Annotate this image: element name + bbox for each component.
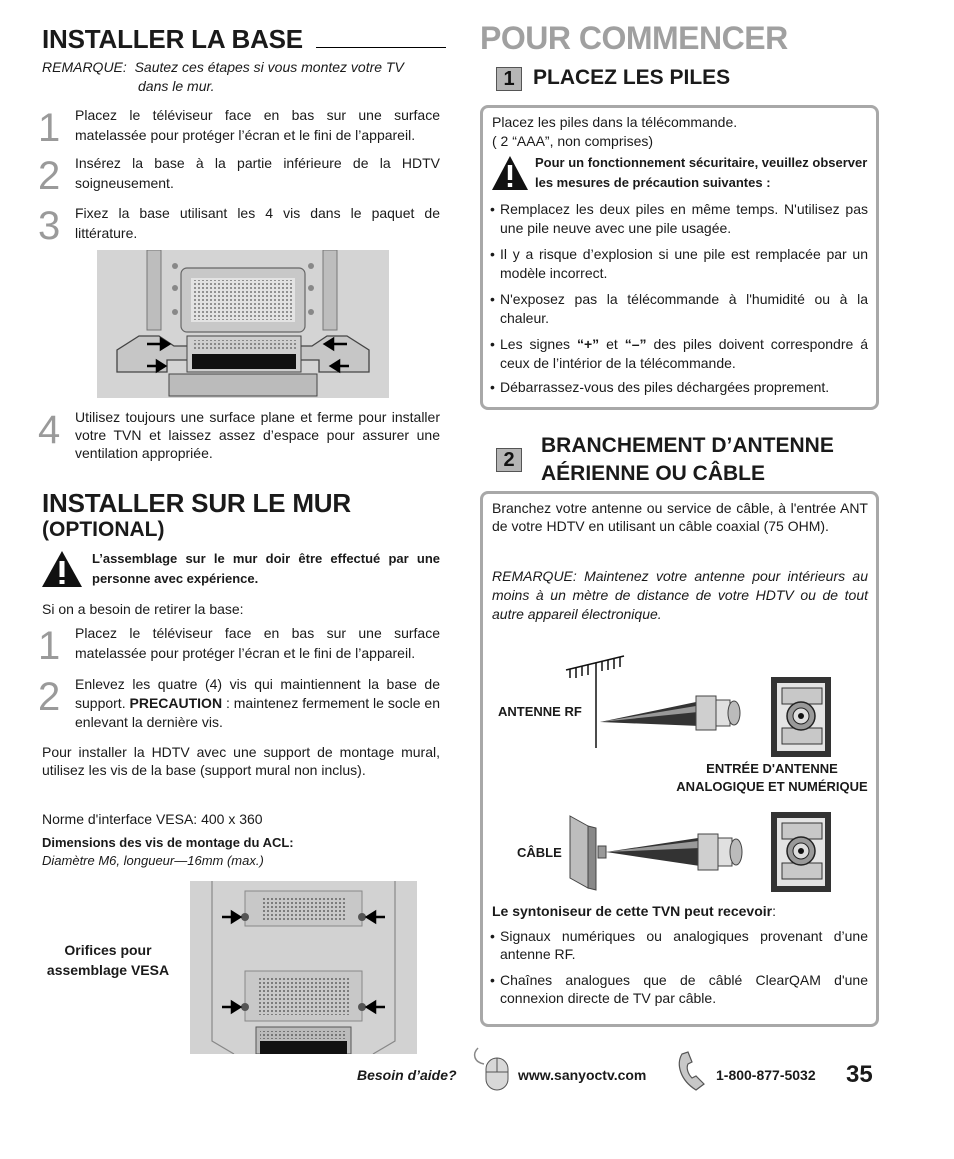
label-antenna-input: ENTRÉE D'ANTENNE ANALOGIQUE ET NUMÉRIQUE bbox=[676, 761, 868, 794]
section-subtitle-optional: (OPTIONAL) bbox=[42, 518, 165, 541]
step-text: Fixez la base utilisant les 4 vis dans le paquet de littérature. bbox=[75, 205, 440, 241]
section-title-wall: INSTALLER SUR LE MUR bbox=[42, 488, 351, 518]
wall-warning-text: L’assemblage sur le mur doir être effectué par une personne avec expérience. bbox=[92, 551, 440, 586]
antenna-note: REMARQUE: Maintenez votre antenne pour intérieurs au moins à un mètre de distance de votre HDTV ou de tout autre appareil électronique. bbox=[492, 568, 868, 622]
caution-icon bbox=[490, 154, 530, 192]
step1-badge bbox=[496, 67, 522, 91]
step-number: 1 bbox=[38, 106, 61, 150]
footer-phone: 1-800-877-5032 bbox=[716, 1067, 816, 1083]
footer-website-link[interactable]: www.sanyoctv.com bbox=[518, 1067, 647, 1083]
wall-para: Pour installer la HDTV avec une support de montage mural, utilisez les vis de la base (support mural non inclus). bbox=[42, 744, 440, 778]
step-text: Placez le téléviseur face en bas sur une surface matelassée pour protéger l’écran et le fini de l’appareil. bbox=[75, 625, 440, 661]
batteries-intro: Placez les piles dans la télécommande. ( 2 “AAA”, non comprises) bbox=[492, 114, 738, 149]
page-number: 35 bbox=[846, 1061, 873, 1088]
bullet-item: • Remplacez les deux piles en même temps. N'utilisez pas une pile neuve avec une pile usagée. bbox=[490, 200, 868, 238]
bullet-item: • Débarrassez-vous des piles déchargées proprement. bbox=[490, 378, 868, 397]
bullet-item: • Les signes “+” et “–” des piles doivent correspondre á ceux de l’intérior de la télécommande. bbox=[490, 335, 868, 373]
screws-title: Dimensions des vis de montage du ACL: bbox=[42, 835, 294, 850]
step-number: 4 bbox=[38, 408, 61, 452]
label-cable: CÂBLE bbox=[517, 845, 562, 860]
tuner-title: Le syntoniseur de cette TVN peut recevoir: bbox=[492, 903, 776, 919]
step-text: Placez le téléviseur face en bas sur une surface matelassée pour protéger l’écran et le fini de l’appareil. bbox=[75, 107, 440, 143]
step-text: Enlevez les quatre (4) vis qui maintiennent la base de support. PRECAUTION : maintenez fermement le socle en enlevant la dernière vis. bbox=[75, 676, 440, 730]
vesa-back-illustration bbox=[190, 881, 417, 1054]
vesa-standard: Norme d'interface VESA: 400 x 360 bbox=[42, 811, 263, 827]
base-note: REMARQUE: Sautez ces étapes si vous montez votre TV dans le mur. bbox=[42, 59, 404, 94]
section-title-base: INSTALLER LA BASE bbox=[42, 24, 447, 55]
bullet-item: • Il y a risque d’explosion si une pile est remplacée par un modèle incorrect. bbox=[490, 245, 868, 283]
wall-intro: Si on a besoin de retirer la base: bbox=[42, 601, 244, 617]
phone-icon bbox=[674, 1050, 714, 1094]
step-text: Insérez la base à la partie inférieure de la HDTV soigneusement. bbox=[75, 155, 440, 191]
caution-text: Pour un fonctionnement sécuritaire, veuillez observer les mesures de précaution suivantes : bbox=[535, 155, 868, 190]
cable-diagram bbox=[568, 808, 832, 894]
step-text: Utilisez toujours une surface plane et ferme pour installer votre TVN et laissez assez d’espace pour assurer une ventilation appropriée. bbox=[75, 409, 440, 461]
page-title: POUR COMMENCER bbox=[480, 20, 788, 56]
step1-badge-number: 1 bbox=[503, 68, 515, 90]
tuner-bullets bbox=[490, 927, 868, 1007]
step-number: 1 bbox=[38, 624, 61, 668]
step2-badge-number: 2 bbox=[503, 449, 515, 471]
bullet-item: • Chaînes analogues que de câblé ClearQAM d'une connexion directe de TV par câble. bbox=[490, 971, 868, 1007]
step1-heading: PLACEZ LES PILES bbox=[533, 66, 731, 89]
step-number: 3 bbox=[38, 204, 61, 248]
antenna-diagram bbox=[560, 648, 832, 760]
warning-icon bbox=[40, 549, 84, 589]
mouse-icon bbox=[470, 1044, 512, 1092]
tv-base-illustration bbox=[97, 250, 389, 398]
bullet-item: • N'exposez pas la télécommande à l'humidité ou à la chaleur. bbox=[490, 290, 868, 328]
bullet-item: • Signaux numériques ou analogiques provenant d’une antenne RF. bbox=[490, 927, 868, 963]
step-number: 2 bbox=[38, 154, 61, 198]
step2-badge bbox=[496, 448, 522, 472]
label-antenna-rf: ANTENNE RF bbox=[498, 704, 582, 719]
footer-help: Besoin d’aide? bbox=[357, 1067, 457, 1083]
screws-value: Diamètre M6, longueur—16mm (max.) bbox=[42, 853, 264, 868]
step2-heading: BRANCHEMENT D’ANTENNE AÉRIENNE OU CÂBLE bbox=[541, 434, 834, 485]
antenna-para: Branchez votre antenne ou service de câble, à l'entrée ANT de votre HDTV en utilisant un câble coaxial (75 OHM). bbox=[492, 500, 868, 534]
battery-bullets bbox=[490, 200, 868, 397]
step-number: 2 bbox=[38, 675, 61, 719]
vesa-label: Orifices pour assemblage VESA bbox=[46, 942, 170, 978]
